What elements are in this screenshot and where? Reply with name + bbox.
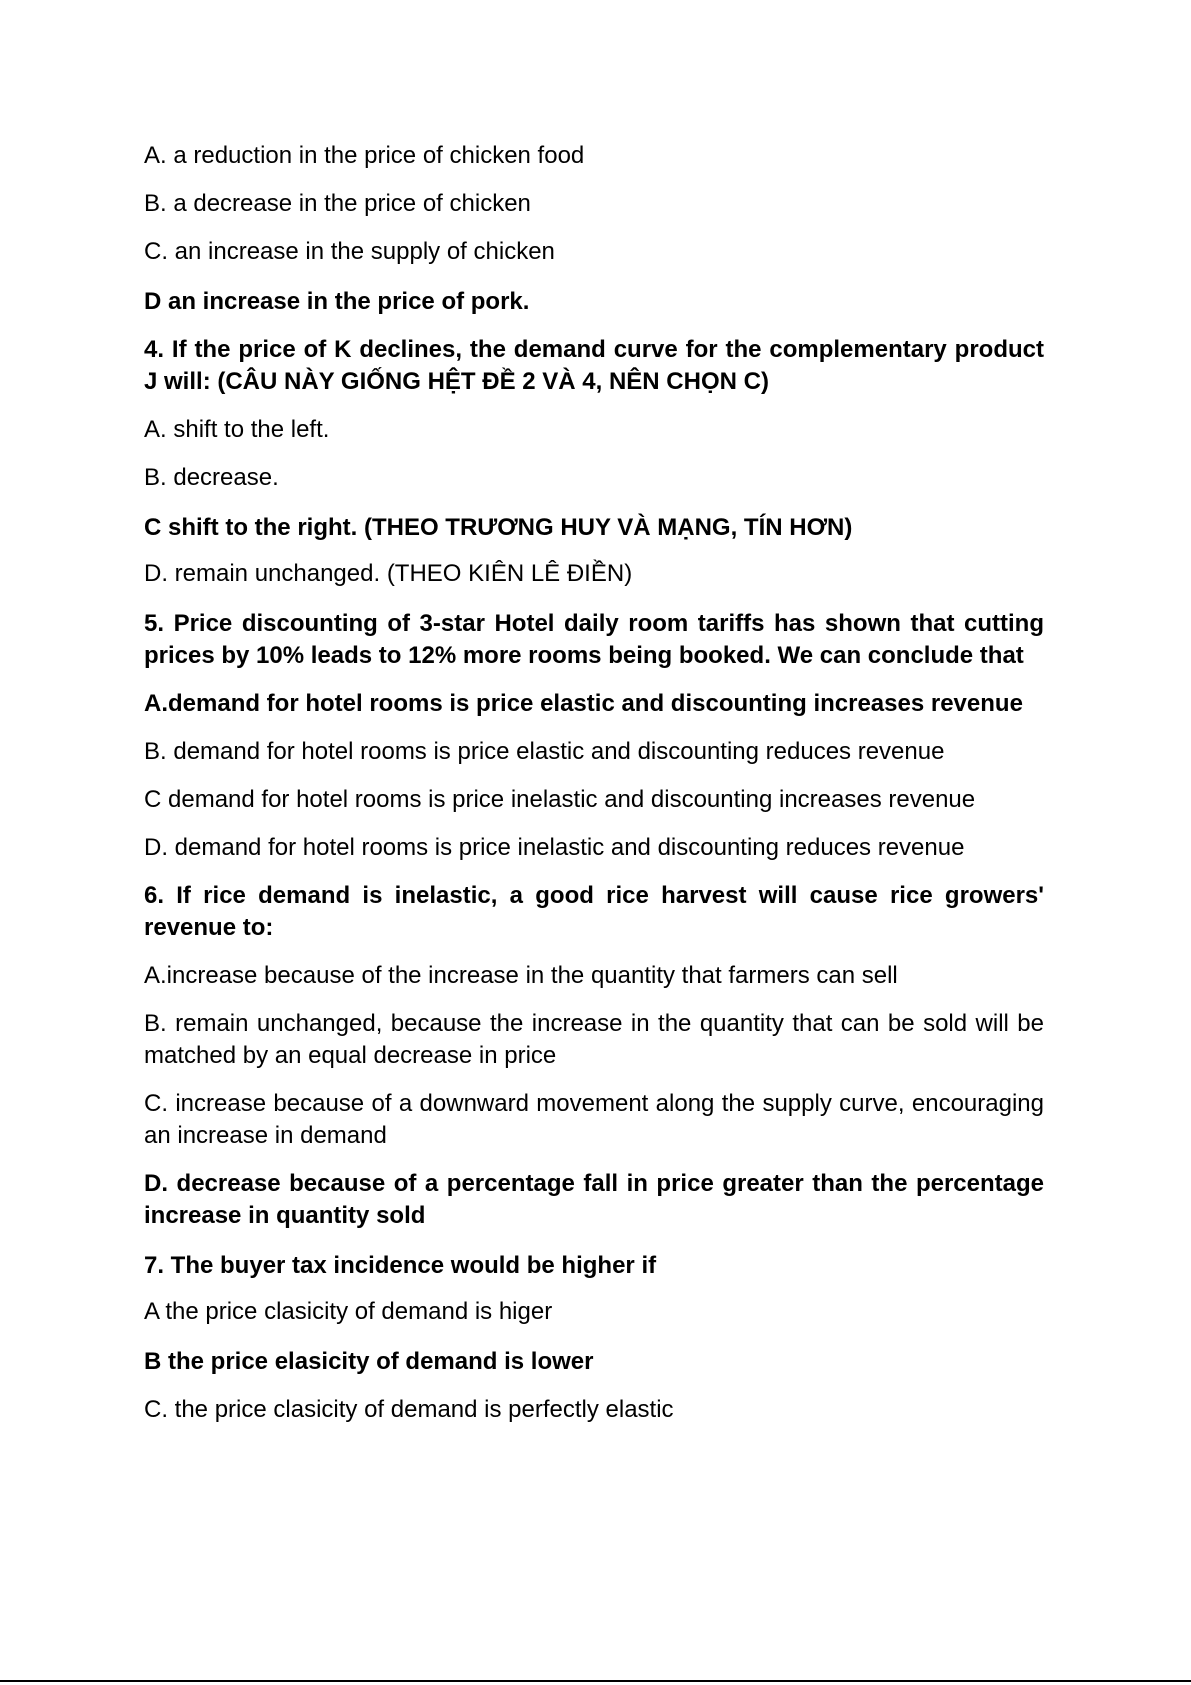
page-bottom-border xyxy=(0,1680,1191,1682)
q5-option-c: C demand for hotel rooms is price inelastic and discounting increases revenue xyxy=(144,786,976,813)
q4-option-c-answer: C shift to the right. (THEO TRƯƠNG HUY VÀ MẠNG, TÍN HƠN) xyxy=(144,514,853,541)
question-4: 4. If the price of K declines, the demand curve for the complementary product J will: (CÂU NÀY GIỐNG HỆT ĐỀ 2 VÀ 4, NÊN CHỌN C) xyxy=(144,336,1044,395)
question-7: 7. The buyer tax incidence would be higher if xyxy=(144,1252,657,1279)
q4-option-d: D. remain unchanged. (THEO KIÊN LÊ ĐIỀN) xyxy=(144,560,633,587)
q3-option-a: A. a reduction in the price of chicken food xyxy=(144,142,585,169)
q7-option-b-answer: B the price elasicity of demand is lower xyxy=(144,1348,594,1375)
q3-option-c: C. an increase in the supply of chicken xyxy=(144,238,555,265)
q6-option-c: C. increase because of a downward movement along the supply curve, encouraging an increase in demand xyxy=(144,1090,1044,1149)
document-page xyxy=(144,140,1044,1426)
q5-option-a-answer: A.demand for hotel rooms is price elastic and discounting increases revenue xyxy=(144,690,1023,717)
q7-option-c: C. the price clasicity of demand is perfectly elastic xyxy=(144,1396,674,1423)
q6-option-d-answer: D. decrease because of a percentage fall in price greater than the percentage increase in quantity sold xyxy=(144,1170,1044,1229)
q6-option-b: B. remain unchanged, because the increase in the quantity that can be sold will be matched by an equal decrease in price xyxy=(144,1010,1044,1069)
q7-option-a: A the price clasicity of demand is higer xyxy=(144,1298,553,1325)
q4-option-b: B. decrease. xyxy=(144,464,279,491)
q5-option-b: B. demand for hotel rooms is price elastic and discounting reduces revenue xyxy=(144,738,945,765)
question-6: 6. If rice demand is inelastic, a good rice harvest will cause rice growers' revenue to: xyxy=(144,882,1044,941)
q4-option-a: A. shift to the left. xyxy=(144,416,330,443)
q5-option-d: D. demand for hotel rooms is price inelastic and discounting reduces revenue xyxy=(144,834,965,861)
question-5: 5. Price discounting of 3-star Hotel daily room tariffs has shown that cutting prices by 10% leads to 12% more rooms being booked. We can conclude that xyxy=(144,610,1044,669)
q3-option-d-answer: D an increase in the price of pork. xyxy=(144,288,530,315)
q6-option-a: A.increase because of the increase in the quantity that farmers can sell xyxy=(144,962,898,989)
q3-option-b: B. a decrease in the price of chicken xyxy=(144,190,531,217)
